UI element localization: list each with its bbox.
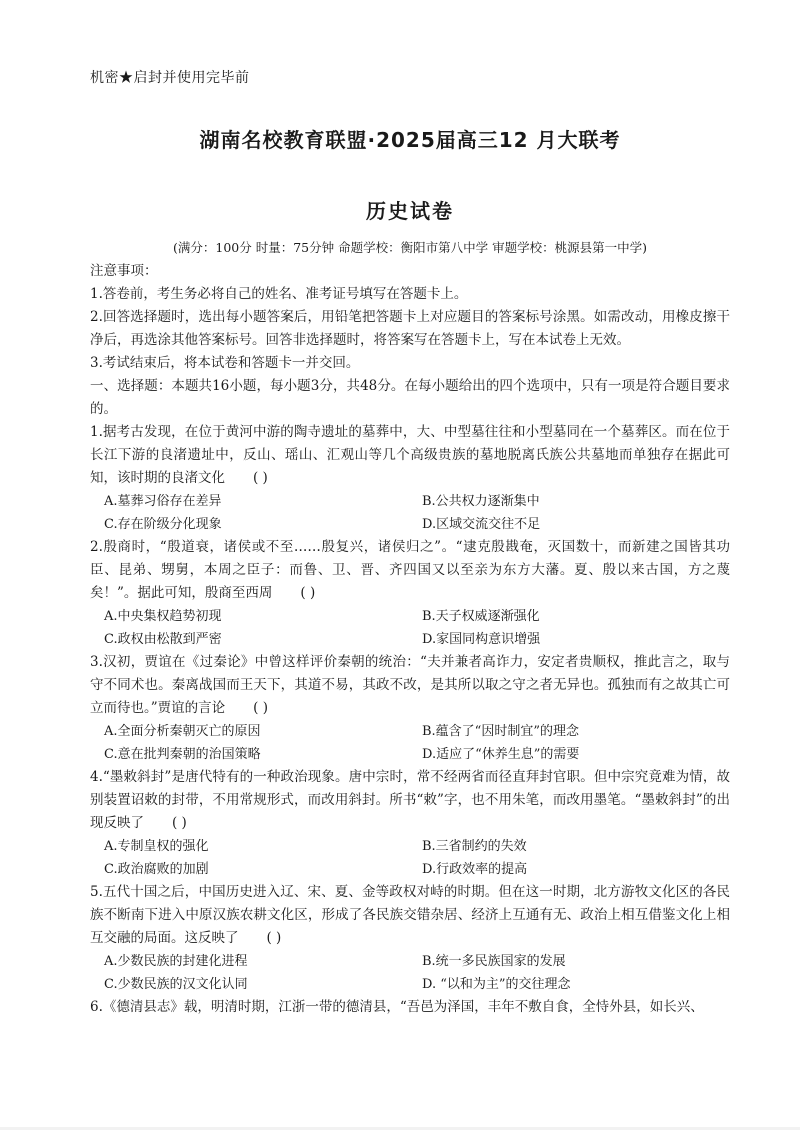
answer-bracket: ( ) (266, 930, 282, 946)
exam-title: 湖南名校教育联盟·2025届高三12 月大联考 (199, 128, 621, 152)
question-stem: 4.“墨敕斜封”是唐代特有的一种政治现象。唐中宗时，常不经两省而径直拜封官职。但中宗究竟难为情，故别装置诏敕的封带，不用常规形式，而改用斜封。所书“敕”字，也不用朱笔，而改用墨笔。“墨敕斜封”的出现反映了 ( ) (90, 766, 730, 835)
option-c: C.少数民族的汉文化认同 (104, 977, 248, 992)
answer-bracket: ( ) (253, 470, 268, 486)
option-c: C.存在阶级分化现象 (104, 517, 222, 532)
option-group (90, 835, 730, 881)
option-a: A.专制皇权的强化 (104, 839, 209, 854)
answer-bracket: ( ) (172, 815, 187, 831)
option-group (90, 950, 730, 996)
option-b: B.三省制约的失效 (422, 839, 527, 854)
question-stem: 5.五代十国之后，中国历史进入辽、宋、夏、金等政权对峙的时期。但在这一时期，北方游牧文化区的各民族不断南下进入中原汉族农耕文化区，形成了各民族交错杂居、经济上互通有无、政治上相互借鉴文化上相互交融的局面。这反映了 ( ) (90, 881, 730, 950)
option-b: B.公共权力逐渐集中 (422, 494, 540, 509)
option-group (90, 490, 730, 536)
option-b: B.统一多民族国家的发展 (422, 954, 566, 969)
confidential-label: 机密★启封并使用完毕前 (90, 70, 250, 86)
option-a: A.少数民族的封建化进程 (104, 954, 248, 969)
option-d: D.行政效率的提高 (422, 862, 528, 877)
option-d: D.区域交流交往不足 (422, 517, 541, 532)
note-item: 1.答卷前，考生务必将自己的姓名、准考证号填写在答题卡上。 (90, 286, 468, 302)
question-6-stem: 6.《德清县志》载，明清时期，江浙一带的德清县，“吾邑为泽国，丰年不敷自食，全恃外县，如长兴、 (90, 999, 704, 1015)
option-b: B.蕴含了“因时制宜”的理念 (422, 724, 579, 739)
option-b: B.天子权威逐渐强化 (422, 609, 540, 624)
note-item: 2.回答选择题时，选出每小题答案后，用铅笔把答题卡上对应题目的答案标号涂黑。如需改动，用橡皮擦干净后，再选涂其他答案标号。回答非选择题时，将答案写在答题卡上，写在本试卷上无效。 (90, 309, 730, 348)
question-stem: 2.殷商时，“殷道衰，诸侯或不至……殷复兴，诸侯归之”。“逮克殷戡奄，灭国数十，而新建之国皆其功臣、昆弟、甥舅，本周之臣子：而鲁、卫、晋、齐四国又以至亲为东方大藩。夏、殷以来古国，方之蔑矣！”。据此可知，殷商至西周 ( ) (90, 536, 730, 605)
option-d: D.适应了“休养生息”的需要 (422, 747, 580, 762)
question-stem: 3.汉初，贾谊在《过秦论》中曾这样评价秦朝的统治：“夫并兼者高诈力，安定者贵顺权，推此言之，取与守不同术也。秦离战国而王天下，其道不易，其政不改，是其所以取之守之者无异也。孤独而有之故其亡可立而待也。”贾谊的言论 ( ) (90, 651, 730, 720)
section-intro: 一、选择题：本题共16小题，每小题3分，共48分。在每小题给出的四个选项中，只有一项是符合题目要求的。 (90, 378, 730, 417)
option-d: D.家国同构意识增强 (422, 632, 541, 647)
option-group (90, 720, 730, 766)
option-c: C.意在批判秦朝的治国策略 (104, 747, 261, 762)
note-item: 3.考试结束后，将本试卷和答题卡一并交回。 (90, 355, 360, 371)
answer-bracket: ( ) (300, 585, 316, 601)
question-stem: 1.据考古发现，在位于黄河中游的陶寺遗址的墓葬中，大、中型墓往往和小型墓同在一个墓葬区。而在位于长江下游的良渚遗址中，反山、瑶山、汇观山等几个高级贵族的墓地脱离氏族公共墓地而单独存在据此可知，该时期的良渚文化 ( ) (90, 421, 730, 490)
question-4 (90, 766, 730, 881)
option-d: D. “以和为主”的交往理念 (422, 977, 571, 992)
option-group (90, 605, 730, 651)
exam-meta: (满分：100分 时量：75分钟 命题学校：衡阳市第八中学 审题学校：桃源县第一中学) (173, 240, 647, 255)
subject-title: 历史试卷 (366, 199, 454, 223)
question-2 (90, 536, 730, 651)
notes-heading: 注意事项： (90, 263, 158, 279)
question-3 (90, 651, 730, 766)
exam-body (90, 260, 730, 1019)
option-a: A.墓葬习俗存在差异 (104, 494, 222, 509)
option-a: A.中央集权趋势初现 (104, 609, 222, 624)
answer-bracket: ( ) (253, 700, 268, 716)
question-1 (90, 421, 730, 536)
question-5 (90, 881, 730, 996)
option-c: C.政治腐败的加剧 (104, 862, 209, 877)
option-c: C.政权由松散到严密 (104, 632, 222, 647)
option-a: A.全面分析秦朝灭亡的原因 (104, 724, 261, 739)
